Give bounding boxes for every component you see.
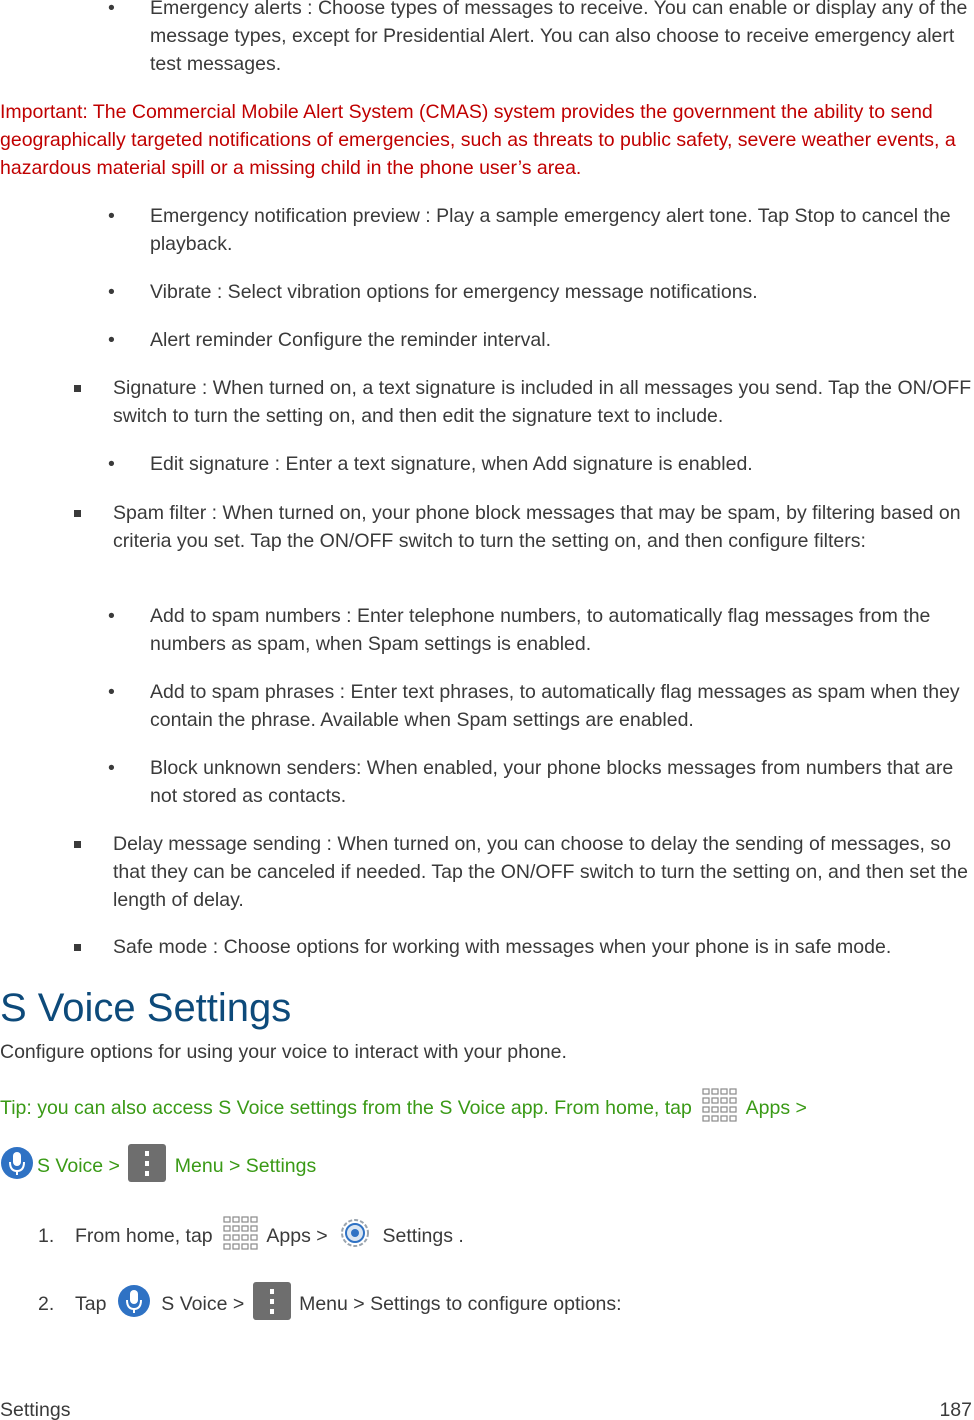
bullet-block-unknown <box>108 754 972 810</box>
bullet-text: Safe mode : Choose options for working with messages when your phone is in safe mode. <box>113 936 892 958</box>
bullet-dot: • <box>108 605 115 627</box>
bullet-dot: • <box>108 681 115 703</box>
page-number: 187 <box>939 1399 972 1420</box>
square-bullet-signature <box>74 374 974 430</box>
tip-text-b: Apps > <box>745 1097 807 1119</box>
square-bullet-safe-mode <box>74 933 974 961</box>
bullet-text: Alert reminder Configure the reminder interval. <box>150 329 552 351</box>
step-text-c: Menu > Settings to configure options: <box>299 1293 622 1315</box>
bullet-text: Add to spam numbers : Enter telephone numbers, to automatically flag messages from the numbers as spam, when Spam settings is enabled. <box>150 605 931 655</box>
step-number: 1. <box>38 1225 55 1247</box>
bullet-edit-signature <box>108 450 972 478</box>
step-number: 2. <box>38 1293 55 1315</box>
section-intro: Configure options for using your voice to interact with your phone. <box>0 1041 567 1063</box>
step-1 <box>38 1214 968 1268</box>
bullet-alert-reminder <box>108 326 972 354</box>
important-note: Important: The Commercial Mobile Alert System (CMAS) system provides the government the ability to send geographically targeted notifications of emergencies, such as threats to public safety, severe weather events, a hazardous material spill or a missing child in the phone user’s area. <box>0 101 956 179</box>
apps-grid-icon <box>221 1214 259 1268</box>
step-text-b: Apps > <box>266 1225 328 1247</box>
square-bullet-spam-filter <box>74 499 974 555</box>
bullet-text: Add to spam phrases : Enter text phrases, to automatically flag messages as spam when they contain the phrase. Available when Spam settings are enabled. <box>150 681 960 731</box>
step-text-a: Tap <box>75 1293 107 1315</box>
square-bullet-marker <box>74 841 81 848</box>
step-text-c: Settings . <box>382 1225 464 1247</box>
step-2 <box>38 1282 968 1336</box>
bullet-emergency-preview <box>108 202 972 258</box>
step-text-b: S Voice > <box>161 1293 245 1315</box>
settings-gear-icon <box>336 1214 374 1268</box>
bullet-spam-numbers <box>108 602 972 658</box>
bullet-dot: • <box>108 281 115 303</box>
tip-note <box>0 1084 974 1200</box>
bullet-dot: • <box>108 757 115 779</box>
bullet-text: Vibrate : Select vibration options for emergency message notifications. <box>150 281 758 303</box>
bullet-spam-phrases <box>108 678 972 734</box>
tip-text-c: S Voice > <box>37 1155 120 1177</box>
tip-text-d: Menu > Settings <box>174 1155 317 1177</box>
s-voice-mic-icon <box>115 1282 153 1336</box>
bullet-text: Signature : When turned on, a text signature is included in all messages you send. Tap the ON/OFF switch to turn the setting on, and then edit the signature text to include. <box>113 377 972 427</box>
bullet-dot: • <box>108 205 115 227</box>
bullet-dot: • <box>108 329 115 351</box>
square-bullet-marker <box>74 510 81 517</box>
step-text-a: From home, tap <box>75 1225 213 1247</box>
bullet-vibrate <box>108 278 972 306</box>
square-bullet-marker <box>74 944 81 951</box>
bullet-emergency-alerts <box>108 0 972 78</box>
bullet-text: Block unknown senders: When enabled, your phone blocks messages from numbers that are not stored as contacts. <box>150 757 954 807</box>
section-heading: S Voice Settings <box>0 986 292 1030</box>
bullet-dot: • <box>108 453 115 475</box>
apps-grid-icon <box>700 1086 738 1142</box>
footer-section: Settings <box>0 1399 71 1420</box>
bullet-dot: • <box>108 0 115 19</box>
page-footer <box>0 1396 974 1420</box>
square-bullet-delay-sending <box>74 830 974 914</box>
bullet-text: Delay message sending : When turned on, you can choose to delay the sending of messages, so that they can be canceled if needed. Tap the ON/OFF switch to turn the setting on, and then set the length of delay. <box>113 833 968 911</box>
bullet-text: Emergency alerts : Choose types of messages to receive. You can enable or display any of the message types, except for Presidential Alert. You can also choose to receive emergency alert test messages. <box>150 0 968 75</box>
menu-dots-icon <box>128 1144 166 1200</box>
menu-dots-icon <box>253 1282 291 1336</box>
s-voice-mic-icon <box>0 1144 34 1200</box>
tip-text-a: Tip: you can also access S Voice settings from the S Voice app. From home, tap <box>0 1097 692 1119</box>
bullet-text: Spam filter : When turned on, your phone block messages that may be spam, by filtering based on criteria you set. Tap the ON/OFF switch to turn the setting on, and then configure filters: <box>113 502 961 552</box>
bullet-text: Emergency notification preview : Play a sample emergency alert tone. Tap Stop to cancel the playback. <box>150 205 951 255</box>
square-bullet-marker <box>74 385 81 392</box>
bullet-text: Edit signature : Enter a text signature, when Add signature is enabled. <box>150 453 753 475</box>
